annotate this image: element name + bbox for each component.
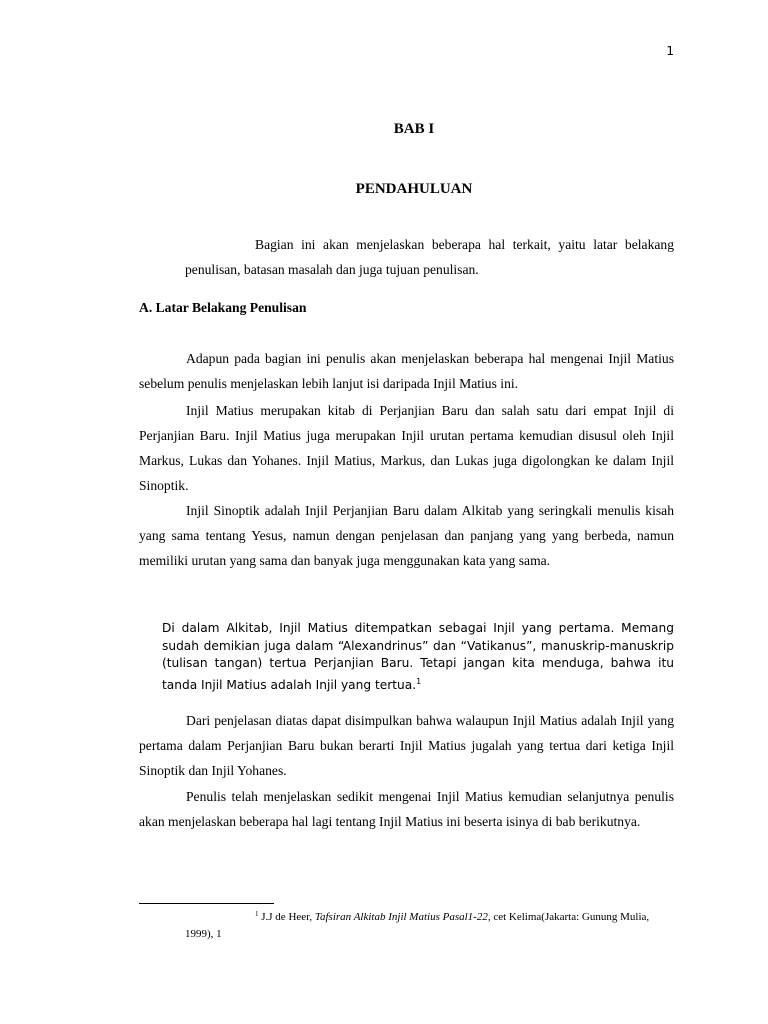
footnote-separator bbox=[139, 903, 274, 904]
paragraph-4: Dari penjelasan diatas dapat disimpulkan bahwa walaupun Injil Matius adalah Injil yang pertama dalam Perjanjian Baru bukan berarti Injil Matius jugalah yang tertua dari ketiga Injil Sinoptik dan Injil Yohanes. bbox=[139, 713, 674, 778]
intro-paragraph: Bagian ini akan menjelaskan beberapa hal terkait, yaitu latar belakang penulisan, batasan masalah dan juga tujuan penulisan. bbox=[185, 237, 674, 277]
footnote-title: Tafsiran Alkitab Injil Matius Pasal1-22, bbox=[314, 911, 491, 923]
block-quote bbox=[162, 620, 674, 694]
quote-footnote-ref[interactable]: 1 bbox=[416, 676, 422, 686]
paragraph-1: Adapun pada bagian ini penulis akan menjelaskan beberapa hal mengenai Injil Matius sebelum penulis menjelaskan lebih lanjut isi daripada Injil Matius ini. bbox=[139, 351, 674, 391]
paragraph-5: Penulis telah menjelaskan sedikit mengenai Injil Matius kemudian selanjutnya penulis akan menjelaskan beberapa hal lagi tentang Injil Matius ini beserta isinya di bab berikutnya. bbox=[139, 789, 674, 829]
quote-text: Di dalam Alkitab, Injil Matius ditempatkan sebagai Injil yang pertama. Memang sudah demikian juga dalam “Alexandrinus” dan “Vatikanus”, manuskrip-manuskrip (tulisan tangan) tertua Perjanjian Baru. Tetapi jangan kita menduga, bahwa itu tanda Injil Matius adalah Injil yang tertua. bbox=[162, 621, 674, 692]
footnote bbox=[185, 906, 665, 943]
footnote-author: J.J de Heer, bbox=[258, 911, 315, 923]
footnote-rest: cet Kelima(Jakarta: Gunung Mulia, 1999), 1 bbox=[185, 911, 650, 940]
paragraph-2: Injil Matius merupakan kitab di Perjanjian Baru dan salah satu dari empat Injil di Perjanjian Baru. Injil Matius juga merupakan Injil urutan pertama kemudian disusul oleh Injil Markus, Lukas dan Yohanes. Injil Matius, Markus, dan Lukas juga digolongkan ke dalam Injil Sinoptik. bbox=[139, 403, 674, 493]
section-heading: A. Latar Belakang Penulisan bbox=[139, 300, 307, 315]
page-number: 1 bbox=[666, 44, 674, 58]
chapter-number: BAB I bbox=[393, 121, 435, 137]
paragraph-3: Injil Sinoptik adalah Injil Perjanjian Baru dalam Alkitab yang seringkali menulis kisah yang sama tentang Yesus, namun dengan penjelasan dan panjang yang yang berbeda, namun memiliki urutan yang sama dan banyak juga menggunakan kata yang sama. bbox=[139, 503, 674, 568]
chapter-title: PENDAHULUAN bbox=[355, 181, 473, 197]
footnote-marker: 1 bbox=[255, 910, 259, 918]
